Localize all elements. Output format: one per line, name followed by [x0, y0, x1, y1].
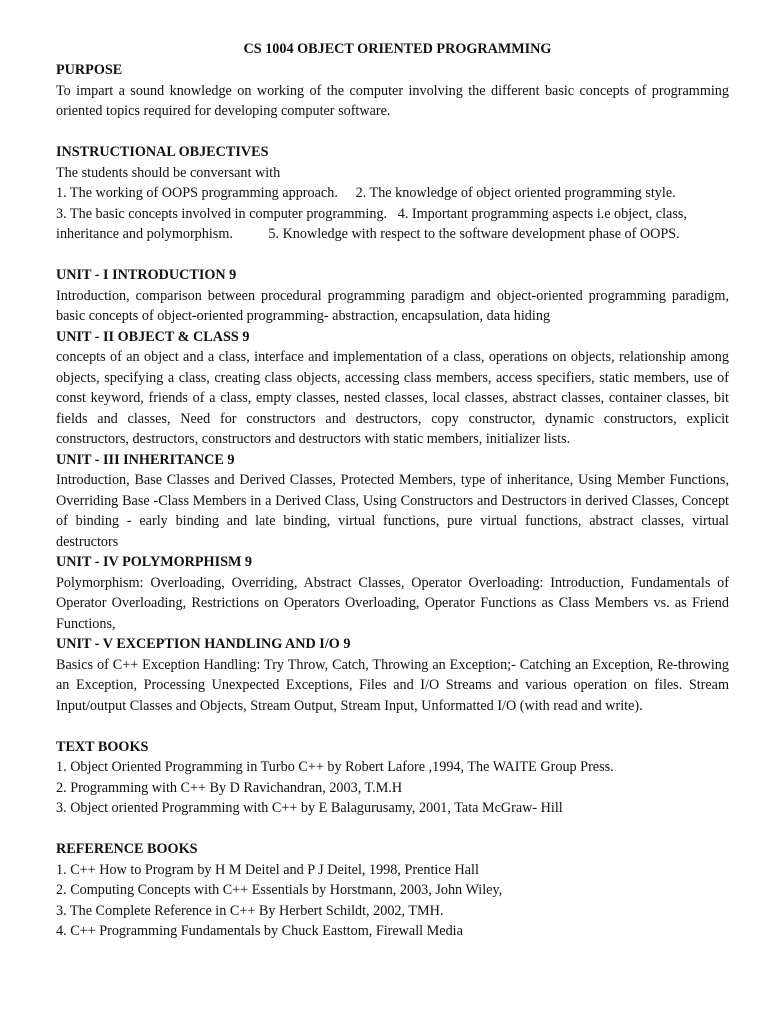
- text-book-item: 2. Programming with C++ By D Ravichandran, 2003, T.M.H: [56, 779, 403, 796]
- purpose-heading: PURPOSE: [56, 62, 123, 78]
- spacer: [56, 122, 729, 143]
- unit-heading: UNIT - V EXCEPTION HANDLING AND I/O 9: [56, 636, 351, 652]
- spacer: [56, 716, 729, 737]
- spacer: [56, 819, 729, 840]
- reference-books-heading: REFERENCE BOOKS: [56, 841, 198, 857]
- reference-book-item: 1. C++ How to Program by H M Deitel and P J Deitel, 1998, Prentice Hall: [56, 861, 479, 878]
- objectives-line: inheritance and polymorphism. 5. Knowledge with respect to the software development phase of OOPS.: [56, 226, 680, 242]
- page-title: CS 1004 OBJECT ORIENTED PROGRAMMING: [243, 41, 552, 57]
- purpose-text: To impart a sound knowledge on working of the computer involving the different basic concepts of programming oriented topics required for developing computer software.: [56, 82, 729, 119]
- unit-text: Introduction, comparison between procedural programming paradigm and object-oriented programming paradigm, basic concepts of object-oriented programming- abstraction, encapsulation, data hiding: [56, 287, 729, 324]
- document-page: [56, 38, 729, 942]
- reference-book-item: 2. Computing Concepts with C++ Essentials by Horstmann, 2003, John Wiley,: [56, 882, 503, 898]
- objectives-line: 1. The working of OOPS programming approach. 2. The knowledge of object oriented programming style.: [56, 185, 676, 201]
- unit-text: Basics of C++ Exception Handling: Try Throw, Catch, Throwing an Exception;- Catching an Exception, Re-throwing an Exception, Processing Unexpected Exceptions, Files and I/O Streams and various operation on files. Stream Input/output Classes and Objects, Stream Output, Stream Input, Unformatted I/O (with read and write).: [56, 656, 729, 714]
- text-book-item: 1. Object Oriented Programming in Turbo C++ by Robert Lafore ,1994, The WAITE Group Press.: [56, 759, 614, 775]
- reference-book-item: 3. The Complete Reference in C++ By Herbert Schildt, 2002, TMH.: [56, 902, 444, 919]
- unit-text: Polymorphism: Overloading, Overriding, Abstract Classes, Operator Overloading: Introduction, Fundamentals of Operator Overloading, Restrictions on Operators Overloading, Operator Functions as Class Members vs. as Friend Functions,: [56, 574, 729, 632]
- text-book-item: 3. Object oriented Programming with C++ by E Balagurusamy, 2001, Tata McGraw- Hill: [56, 800, 563, 816]
- unit-text: concepts of an object and a class, interface and implementation of a class, operations on objects, relationship among objects, specifying a class, creating class objects, accessing class members, access specifiers, static members, use of const keyword, friends of a class, empty classes, nested classes, local classes, abstract classes, container classes, bit fields and classes, Need for constructors and destructors, copy constructor, dynamic constructors, explicit constructors, destructors, constructors and destructors with static members, initializer lists.: [56, 349, 729, 447]
- unit-heading: UNIT - I INTRODUCTION 9: [56, 267, 237, 283]
- unit-heading: UNIT - IV POLYMORPHISM 9: [56, 554, 253, 570]
- reference-book-item: 4. C++ Programming Fundamentals by Chuck Easttom, Firewall Media: [56, 923, 463, 939]
- unit-heading: UNIT - III INHERITANCE 9: [56, 451, 235, 468]
- objectives-intro: The students should be conversant with: [56, 164, 281, 181]
- objectives-line: 3. The basic concepts involved in computer programming. 4. Important programming aspects i.e object, class,: [56, 205, 687, 222]
- objectives-heading: INSTRUCTIONAL OBJECTIVES: [56, 144, 269, 160]
- spacer: [56, 245, 729, 266]
- text-books-heading: TEXT BOOKS: [56, 738, 149, 755]
- unit-text: Introduction, Base Classes and Derived Classes, Protected Members, type of inheritance, Using Member Functions, Overriding Base -Class Members in a Derived Class, Using Constructors and Destructors in derived Classes, Concept of binding - early binding and late binding, virtual functions, pure virtual functions, abstract classes, virtual destructors: [56, 472, 729, 550]
- unit-heading: UNIT - II OBJECT & CLASS 9: [56, 328, 250, 345]
